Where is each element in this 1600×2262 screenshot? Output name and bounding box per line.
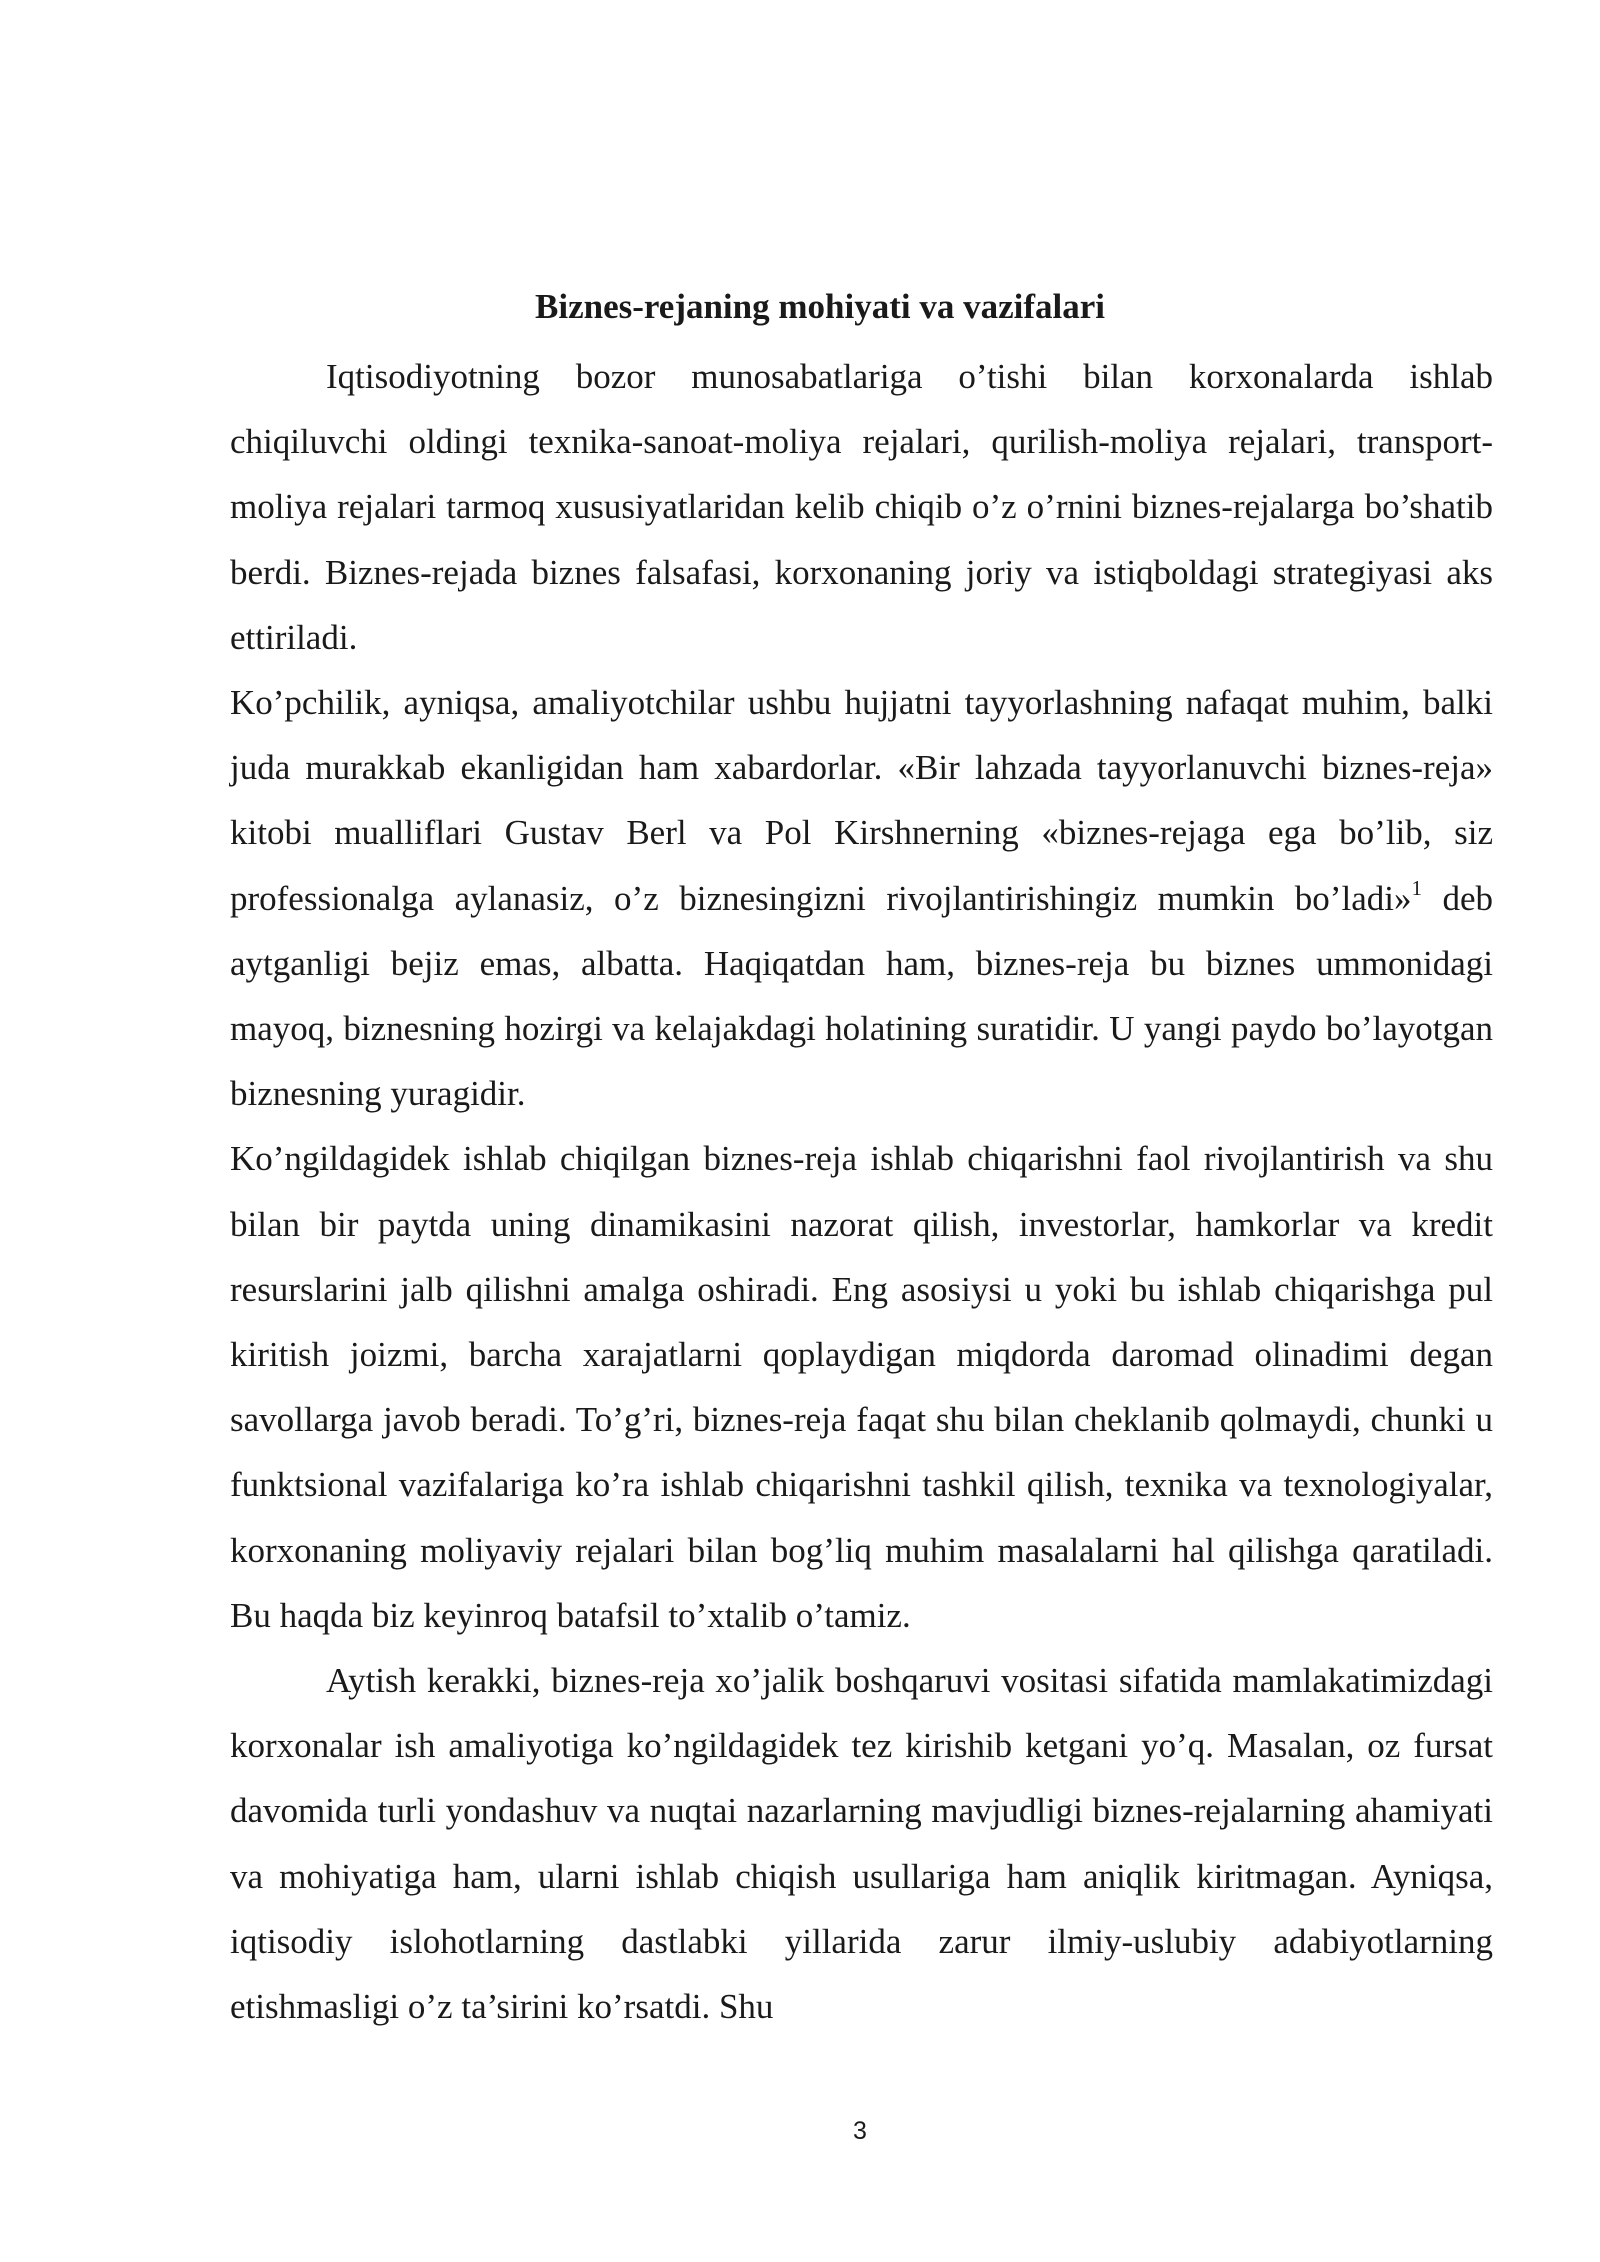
page-number: 3 [853,2117,867,2145]
paragraph-2 [230,670,1493,1126]
document-title: Biznes-rejaning mohiyati va vazifalari [535,287,1105,326]
footnote-reference[interactable]: 1 [1411,875,1422,900]
paragraph-4: Aytish kerakki, biznes-reja xo’jalik boshqaruvi vositasi sifatida mamlakatimizdagi korxonalar ish amaliyotiga ko’ngildagidek tez kirishib ketgani yo’q. Masalan, oz fursat davomida turli yondashuv va nuqtai nazarlarning mavjudligi biznes-rejalarning ahamiyati va mohiyatiga ham, ularni ishlab chiqish usullariga ham aniqlik kiritmagan. Ayniqsa, iqtisodiy islohotlarning dastlabki yillarida zarur ilmiy-uslubiy adabiyotlarning etishmasligi o’z ta’sirini ko’rsatdi. Shu [230,1661,1493,2027]
paragraph-2-text-before-footnote: Ko’pchilik, ayniqsa, amaliyotchilar ushbu hujjatni tayyorlashning nafaqat muhim, balki juda murakkab ekanligidan ham xabardorlar. «Bir lahzada tayyorlanuvchi biznes-reja» kitobi mualliflari Gustav Berl va Pol Kirshnerning «biznes-rejaga ega bo’lib, siz professionalga aylanasiz, o’z biznesingizni rivojlantirishingiz mumkin bo’ladi» [230,683,1493,918]
paragraph-2-text-after-footnote: deb aytganligi bejiz emas, albatta. Haqiqatdan ham, biznes-reja bu biznes ummonidagi mayoq, biznesning hozirgi va kelajakdagi holatining suratidir. U yangi paydo bo’layotgan biznesning yuragidir. [230,878,1493,1114]
document-body [230,344,1493,2039]
paragraph-1: Iqtisodiyotning bozor munosabatlariga o’tishi bilan korxonalarda ishlab chiqiluvchi oldingi texnika-sanoat-moliya rejalari, qurilish-moliya rejalari, transport-moliya rejalari tarmoq xususiyatlaridan kelib chiqib o’z o’rnini biznes-rejalarga bo’shatib berdi. Biznes-rejada biznes falsafasi, korxonaning joriy va istiqboldagi strategiyasi aks ettiriladi. [230,357,1493,657]
paragraph-3: Ko’ngildagidek ishlab chiqilgan biznes-reja ishlab chiqarishni faol rivojlantirish va shu bilan bir paytda uning dinamikasini nazorat qilish, investorlar, hamkorlar va kredit resurslarini jalb qilishni amalga oshiradi. Eng asosiysi u yoki bu ishlab chiqarishga pul kiritish joizmi, barcha xarajatlarni qoplaydigan miqdorda daromad olinadimi degan savollarga javob beradi. To’g’ri, biznes-reja faqat shu bilan cheklanib qolmaydi, chunki u funktsional vazifalariga ko’ra ishlab chiqarishni tashkil qilish, texnika va texnologiyalar, korxonaning moliyaviy rejalari bilan bog’liq muhim masalalarni hal qilishga qaratiladi. Bu haqda biz keyinroq batafsil to’xtalib o’tamiz. [230,1139,1493,1635]
